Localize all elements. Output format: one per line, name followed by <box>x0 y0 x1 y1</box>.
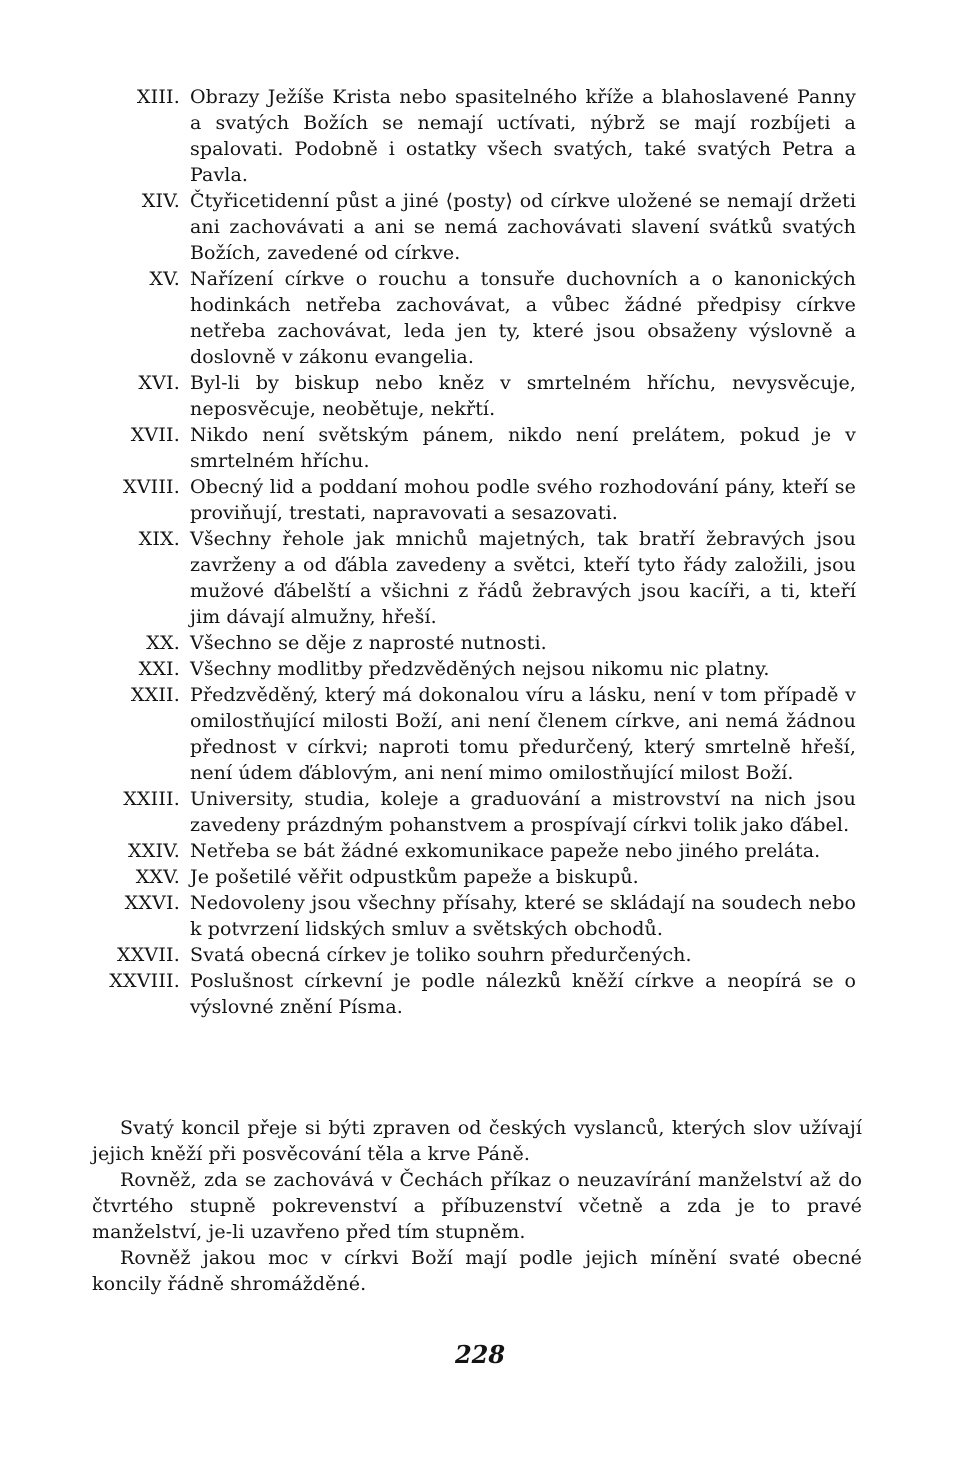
article-number: XXV. <box>135 866 180 888</box>
article-18 <box>92 474 862 526</box>
article-number: XXII. <box>130 684 180 706</box>
article-text: Všechno se děje z naprosté nutnosti. <box>190 632 547 654</box>
article-20 <box>92 630 862 656</box>
article-text: Nařízení církve o rouchu a tonsuře duchovních a o kanonických hodinkách netřeba zachovávat, a vůbec žádné předpisy církve netřeba zachovávat, leda jen ty, které jsou obsaženy výslovně a doslovně v zákonu evangelia. <box>190 268 856 368</box>
article-text: Čtyřicetidenní půst a jiné ⟨posty⟩ od církve uložené se nemají držeti ani zachovávati a ani se nemá zachovávati slavení svátků svatých Božích, zavedené od církve. <box>190 190 856 264</box>
article-number: XVII. <box>130 424 180 446</box>
article-number: XXVIII. <box>109 970 180 992</box>
article-17 <box>92 422 862 474</box>
article-22 <box>92 682 862 786</box>
article-text: Předzvěděný, který má dokonalou víru a lásku, není v tom případě v omilostňující milosti Boží, ani není členem církve, ani nemá žádnou přednost v církvi; naproti tomu předurčený, který smrtelně hřeší, není údem ďáblovým, ani není mimo omilostňující milost Boží. <box>190 684 856 784</box>
article-list <box>92 84 862 1020</box>
article-text: Obrazy Ježíše Krista nebo spasitelného kříže a blahoslavené Panny a svatých Božích se nemají uctívati, nýbrž se mají rozbíjeti a spalovati. Podobně i ostatky všech svatých, také svatých Petra a Pavla. <box>190 86 856 186</box>
article-number: XX. <box>146 632 180 654</box>
article-text: Obecný lid a poddaní mohou podle svého rozhodování pány, kteří se proviňují, trestati, napravovati a sesazovati. <box>190 476 856 524</box>
article-23 <box>92 786 862 838</box>
page-number: 228 <box>454 1340 506 1369</box>
article-25 <box>92 864 862 890</box>
article-text: Byl-li by biskup nebo kněz v smrtelném hříchu, nevysvěcuje, neposvěcuje, neobětuje, nekřtí. <box>190 372 856 420</box>
article-number: XXI. <box>138 658 180 680</box>
article-19 <box>92 526 862 630</box>
article-text: Nedovoleny jsou všechny přísahy, které se skládají na soudech nebo k potvrzení lidských smluv a světských obchodů. <box>190 892 856 940</box>
article-text: Svatá obecná církev je toliko souhrn předurčených. <box>190 944 692 966</box>
article-text: Poslušnost církevní je podle nálezků kněží církve a neopírá se o výslovné znění Písma. <box>190 970 856 1018</box>
article-text: Je pošetilé věřit odpustkům papeže a biskupů. <box>190 866 639 888</box>
article-number: XXVI. <box>124 892 180 914</box>
article-text: Netřeba se bát žádné exkomunikace papeže nebo jiného preláta. <box>190 840 821 862</box>
article-21 <box>92 656 862 682</box>
article-16 <box>92 370 862 422</box>
paragraph-councils-question: Rovněž jakou moc v církvi Boží mají podle jejich mínění svaté obecné koncily řádně shromážděné. <box>92 1247 862 1295</box>
article-number: XIII. <box>136 86 180 108</box>
article-14 <box>92 188 862 266</box>
article-number: XV. <box>149 268 180 290</box>
article-28 <box>92 968 862 1020</box>
paragraph-report-request: Svatý koncil přeje si býti zpraven od českých vyslanců, kterých slov užívají jejich kněží při posvěcování těla a krve Páně. <box>92 1117 862 1165</box>
article-text: University, studia, koleje a graduování a mistrovství na nich jsou zavedeny prázdným pohanstvem a prospívají církvi tolik jako ďábel. <box>190 788 856 836</box>
article-27 <box>92 942 862 968</box>
article-number: XXIII. <box>123 788 180 810</box>
article-number: XIV. <box>141 190 180 212</box>
article-15 <box>92 266 862 370</box>
article-text: Nikdo není světským pánem, nikdo není prelátem, pokud je v smrtelném hříchu. <box>190 424 856 472</box>
article-24 <box>92 838 862 864</box>
article-number: XXVII. <box>116 944 180 966</box>
paragraph-marriage-question: Rovněž, zda se zachovává v Čechách příkaz o neuzavírání manželství až do čtvrtého stupně pokrevenství a příbuzenství včetně a zda je to pravé manželství, je-li uzavřeno před tím stupněm. <box>92 1169 862 1243</box>
article-26 <box>92 890 862 942</box>
article-text: Všechny modlitby předzvěděných nejsou nikomu nic platny. <box>190 658 770 680</box>
article-number: XIX. <box>138 528 180 550</box>
closing-paragraphs <box>92 1115 862 1297</box>
article-13 <box>92 84 862 188</box>
article-text: Všechny řehole jak mnichů majetných, tak bratří žebravých jsou zavrženy a od ďábla zavedeny a světci, kteří tyto řády založili, jsou mužové ďábelští a všichni z řádů žebravých jsou kacíři, a ti, kteří jim dávají almužny, hřeší. <box>190 528 856 628</box>
article-number: XXIV. <box>128 840 180 862</box>
article-number: XVIII. <box>122 476 180 498</box>
article-number: XVI. <box>138 372 180 394</box>
